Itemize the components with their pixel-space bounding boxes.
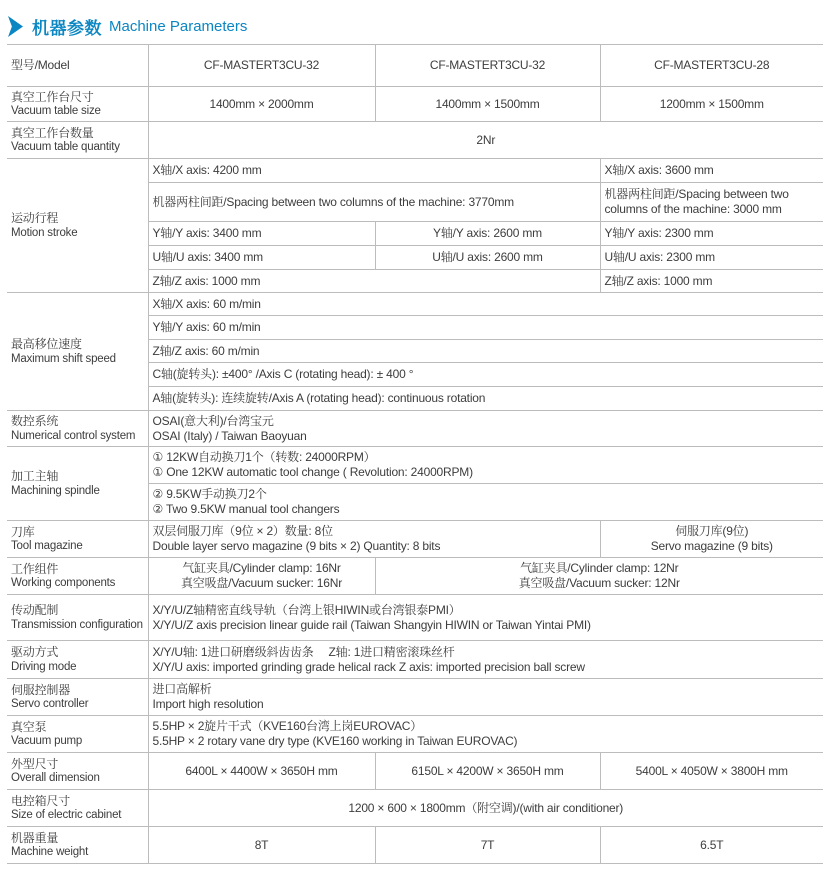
cell-speed-z: Z轴/Z axis: 60 m/min bbox=[148, 340, 823, 363]
label-en: Machine weight bbox=[11, 846, 89, 859]
cell-speed-y: Y轴/Y axis: 60 m/min bbox=[148, 316, 823, 340]
label-zh: 真空泵 bbox=[11, 719, 47, 734]
value-en: ② Two 9.5KW manual tool changers bbox=[152, 502, 340, 516]
value-zh: X/Y/U/Z轴精密直线导轨（台湾上银HIWIN或台湾银泰PMI） bbox=[152, 602, 461, 617]
cell-driving-mode bbox=[148, 641, 823, 679]
value-en: OSAI (Italy) / Taiwan Baoyuan bbox=[152, 428, 307, 443]
row-speed-x bbox=[7, 293, 823, 316]
page-title-zh: 机器参数 bbox=[32, 19, 102, 38]
cell-tool-magazine-main bbox=[148, 521, 600, 558]
row-label-working-components bbox=[7, 558, 148, 595]
value-zh: 双层伺服刀库（9位 × 2）数量: 8位 bbox=[152, 524, 333, 538]
cell-tool-magazine-servo bbox=[600, 521, 823, 558]
cell-servo-controller bbox=[148, 679, 823, 716]
row-working-components bbox=[7, 558, 823, 595]
value-line: 气缸夹具/Cylinder clamp: 12Nr bbox=[520, 561, 679, 575]
label-zh: 伺服控制器 bbox=[11, 682, 71, 697]
cell-vacuum-size-3: 1200mm × 1500mm bbox=[600, 87, 823, 122]
label-en: Servo controller bbox=[11, 698, 89, 711]
row-label-tool-magazine bbox=[7, 521, 148, 558]
row-label-driving-mode bbox=[7, 641, 148, 679]
label-en: Size of electric cabinet bbox=[11, 809, 122, 822]
label-zh: 加工主轴 bbox=[11, 469, 59, 484]
label-en: Overall dimension bbox=[11, 772, 100, 785]
label-zh: 真空工作台数量 bbox=[11, 125, 94, 140]
label-zh: 运动行程 bbox=[11, 211, 59, 226]
cell-working-components-1 bbox=[148, 558, 375, 595]
cell-spindle-2 bbox=[148, 484, 823, 521]
value-en: X/Y/U axis: imported grinding grade helical rack Z axis: imported precision ball screw bbox=[152, 659, 585, 674]
cell-working-components-23 bbox=[375, 558, 823, 595]
value-en: ① One 12KW automatic tool change ( Revolution: 24000RPM) bbox=[152, 465, 473, 479]
cell-stroke-y-2: Y轴/Y axis: 2600 mm bbox=[375, 222, 600, 246]
row-label-transmission bbox=[7, 595, 148, 641]
cell-model-3: CF-MASTERT3CU-28 bbox=[600, 45, 823, 87]
cell-stroke-y-1: Y轴/Y axis: 3400 mm bbox=[148, 222, 375, 246]
label-zh: 外型尺寸 bbox=[11, 756, 59, 771]
label-zh: 刀库 bbox=[11, 524, 35, 539]
cell-speed-c: C轴(旋转头): ±400° /Axis C (rotating head): ± 400 ° bbox=[148, 363, 823, 387]
row-vacuum-table-quantity bbox=[7, 122, 823, 159]
row-vacuum-table-size bbox=[7, 87, 823, 122]
row-label-max-shift-speed bbox=[7, 293, 148, 411]
row-servo-controller bbox=[7, 679, 823, 716]
value-line: 真空吸盘/Vacuum sucker: 12Nr bbox=[518, 576, 680, 590]
cell-vacuum-size-2: 1400mm × 1500mm bbox=[375, 87, 600, 122]
cell-weight-1: 8T bbox=[148, 827, 375, 864]
cell-speed-x: X轴/X axis: 60 m/min bbox=[148, 293, 823, 316]
label-en: Driving mode bbox=[11, 660, 77, 673]
label-en: Vacuum table size bbox=[11, 105, 101, 118]
value-line: 气缸夹具/Cylinder clamp: 16Nr bbox=[182, 561, 341, 575]
cell-speed-a: A轴(旋转头): 连续旋转/Axis A (rotating head): continuous rotation bbox=[148, 387, 823, 411]
cell-stroke-u-2: U轴/U axis: 2600 mm bbox=[375, 246, 600, 270]
cell-stroke-spacing-12: 机器两柱间距/Spacing between two columns of the machine: 3770mm bbox=[148, 183, 600, 222]
row-label-vacuum-table-size bbox=[7, 87, 148, 122]
label-zh: 最高移位速度 bbox=[11, 337, 82, 352]
label-zh: 机器重量 bbox=[11, 830, 59, 845]
page-title-en: Machine Parameters bbox=[109, 18, 248, 35]
row-label-motion-stroke bbox=[7, 159, 148, 293]
value-en: Servo magazine (9 bits) bbox=[650, 539, 773, 553]
machine-parameters-table bbox=[7, 44, 823, 864]
row-label-vacuum-pump bbox=[7, 716, 148, 753]
label-en: Vacuum table quantity bbox=[11, 141, 120, 154]
cell-nc-system bbox=[148, 411, 823, 447]
label-en: Motion stroke bbox=[11, 226, 78, 239]
row-model bbox=[7, 45, 823, 87]
label-en: Tool magazine bbox=[11, 540, 83, 553]
cell-model-2: CF-MASTERT3CU-32 bbox=[375, 45, 600, 87]
cell-stroke-y-3: Y轴/Y axis: 2300 mm bbox=[600, 222, 823, 246]
section-header bbox=[0, 0, 830, 42]
label-en: Vacuum pump bbox=[11, 735, 83, 748]
row-spindle-1 bbox=[7, 447, 823, 484]
cell-stroke-u-3: U轴/U axis: 2300 mm bbox=[600, 246, 823, 270]
row-label-machining-spindle bbox=[7, 447, 148, 521]
row-tool-magazine bbox=[7, 521, 823, 558]
row-label-servo-controller bbox=[7, 679, 148, 716]
value-en: X/Y/U/Z axis precision linear guide rail (Taiwan Shangyin HIWIN or Taiwan Yintai PMI) bbox=[152, 617, 591, 632]
row-label-electric-cabinet bbox=[7, 790, 148, 827]
label-zh: 数控系统 bbox=[11, 414, 59, 429]
value-zh: 伺服刀库(9位) bbox=[675, 524, 749, 538]
value-en: Import high resolution bbox=[152, 697, 264, 711]
row-motion-stroke-x bbox=[7, 159, 823, 183]
value-zh: X/Y/U轴: 1进口研磨级斜齿齿条 Z轴: 1进口精密滚珠丝杆 bbox=[152, 644, 455, 659]
arrow-right-icon bbox=[8, 16, 23, 37]
label-zh: 工作组件 bbox=[11, 561, 59, 576]
cell-weight-2: 7T bbox=[375, 827, 600, 864]
value-zh: ② 9.5KW手动换刀2个 bbox=[152, 487, 267, 501]
row-overall-dimension bbox=[7, 753, 823, 790]
row-machine-weight bbox=[7, 827, 823, 864]
row-label-nc-system bbox=[7, 411, 148, 447]
label-en: Maximum shift speed bbox=[11, 352, 116, 365]
cell-electric-cabinet: 1200 × 600 × 1800mm（附空调)/(with air conditioner) bbox=[148, 790, 823, 827]
label-zh: 电控箱尺寸 bbox=[11, 793, 71, 808]
cell-stroke-z-3: Z轴/Z axis: 1000 mm bbox=[600, 270, 823, 293]
value-zh: ① 12KW自动换刀1个（转数: 24000RPM） bbox=[152, 450, 376, 464]
row-label-machine-weight bbox=[7, 827, 148, 864]
cell-dimension-2: 6150L × 4200W × 3650H mm bbox=[375, 753, 600, 790]
value-zh: OSAI(意大利)/台湾宝元 bbox=[152, 413, 274, 428]
value-line: 真空吸盘/Vacuum sucker: 16Nr bbox=[180, 576, 343, 590]
cell-stroke-x-3: X轴/X axis: 3600 mm bbox=[600, 159, 823, 183]
label-en: Transmission configuration bbox=[11, 618, 143, 631]
cell-vacuum-size-1: 1400mm × 2000mm bbox=[148, 87, 375, 122]
row-driving-mode bbox=[7, 641, 823, 679]
label-en: Working components bbox=[11, 577, 116, 590]
row-label-overall-dimension bbox=[7, 753, 148, 790]
row-label-vacuum-table-quantity bbox=[7, 122, 148, 159]
row-nc-system bbox=[7, 411, 823, 447]
label-en: Machining spindle bbox=[11, 484, 100, 497]
value-zh: 5.5HP × 2旋片干式（KVE160台湾上岗EUROVAC） bbox=[152, 719, 423, 733]
value-zh: 进口高解析 bbox=[152, 682, 212, 696]
row-label-model: 型号/Model bbox=[7, 45, 148, 87]
label-zh: 传动配制 bbox=[11, 603, 59, 618]
value-en: Double layer servo magazine (9 bits × 2) Quantity: 8 bits bbox=[152, 539, 441, 553]
cell-model-1: CF-MASTERT3CU-32 bbox=[148, 45, 375, 87]
label-zh: 真空工作台尺寸 bbox=[11, 89, 94, 104]
row-electric-cabinet bbox=[7, 790, 823, 827]
cell-stroke-x-12: X轴/X axis: 4200 mm bbox=[148, 159, 600, 183]
label-zh: 驱动方式 bbox=[11, 645, 59, 660]
cell-spindle-1 bbox=[148, 447, 823, 484]
row-transmission bbox=[7, 595, 823, 641]
cell-vacuum-quantity: 2Nr bbox=[148, 122, 823, 159]
cell-dimension-3: 5400L × 4050W × 3800H mm bbox=[600, 753, 823, 790]
label-en: Numerical control system bbox=[11, 429, 136, 442]
cell-vacuum-pump bbox=[148, 716, 823, 753]
cell-transmission bbox=[148, 595, 823, 641]
cell-stroke-z-12: Z轴/Z axis: 1000 mm bbox=[148, 270, 600, 293]
cell-weight-3: 6.5T bbox=[600, 827, 823, 864]
row-vacuum-pump bbox=[7, 716, 823, 753]
cell-dimension-1: 6400L × 4400W × 3650H mm bbox=[148, 753, 375, 790]
cell-stroke-u-1: U轴/U axis: 3400 mm bbox=[148, 246, 375, 270]
cell-stroke-spacing-3: 机器两柱间距/Spacing between two columns of the machine: 3000 mm bbox=[600, 183, 823, 222]
value-en: 5.5HP × 2 rotary vane dry type (KVE160 working in Taiwan EUROVAC) bbox=[152, 734, 518, 748]
